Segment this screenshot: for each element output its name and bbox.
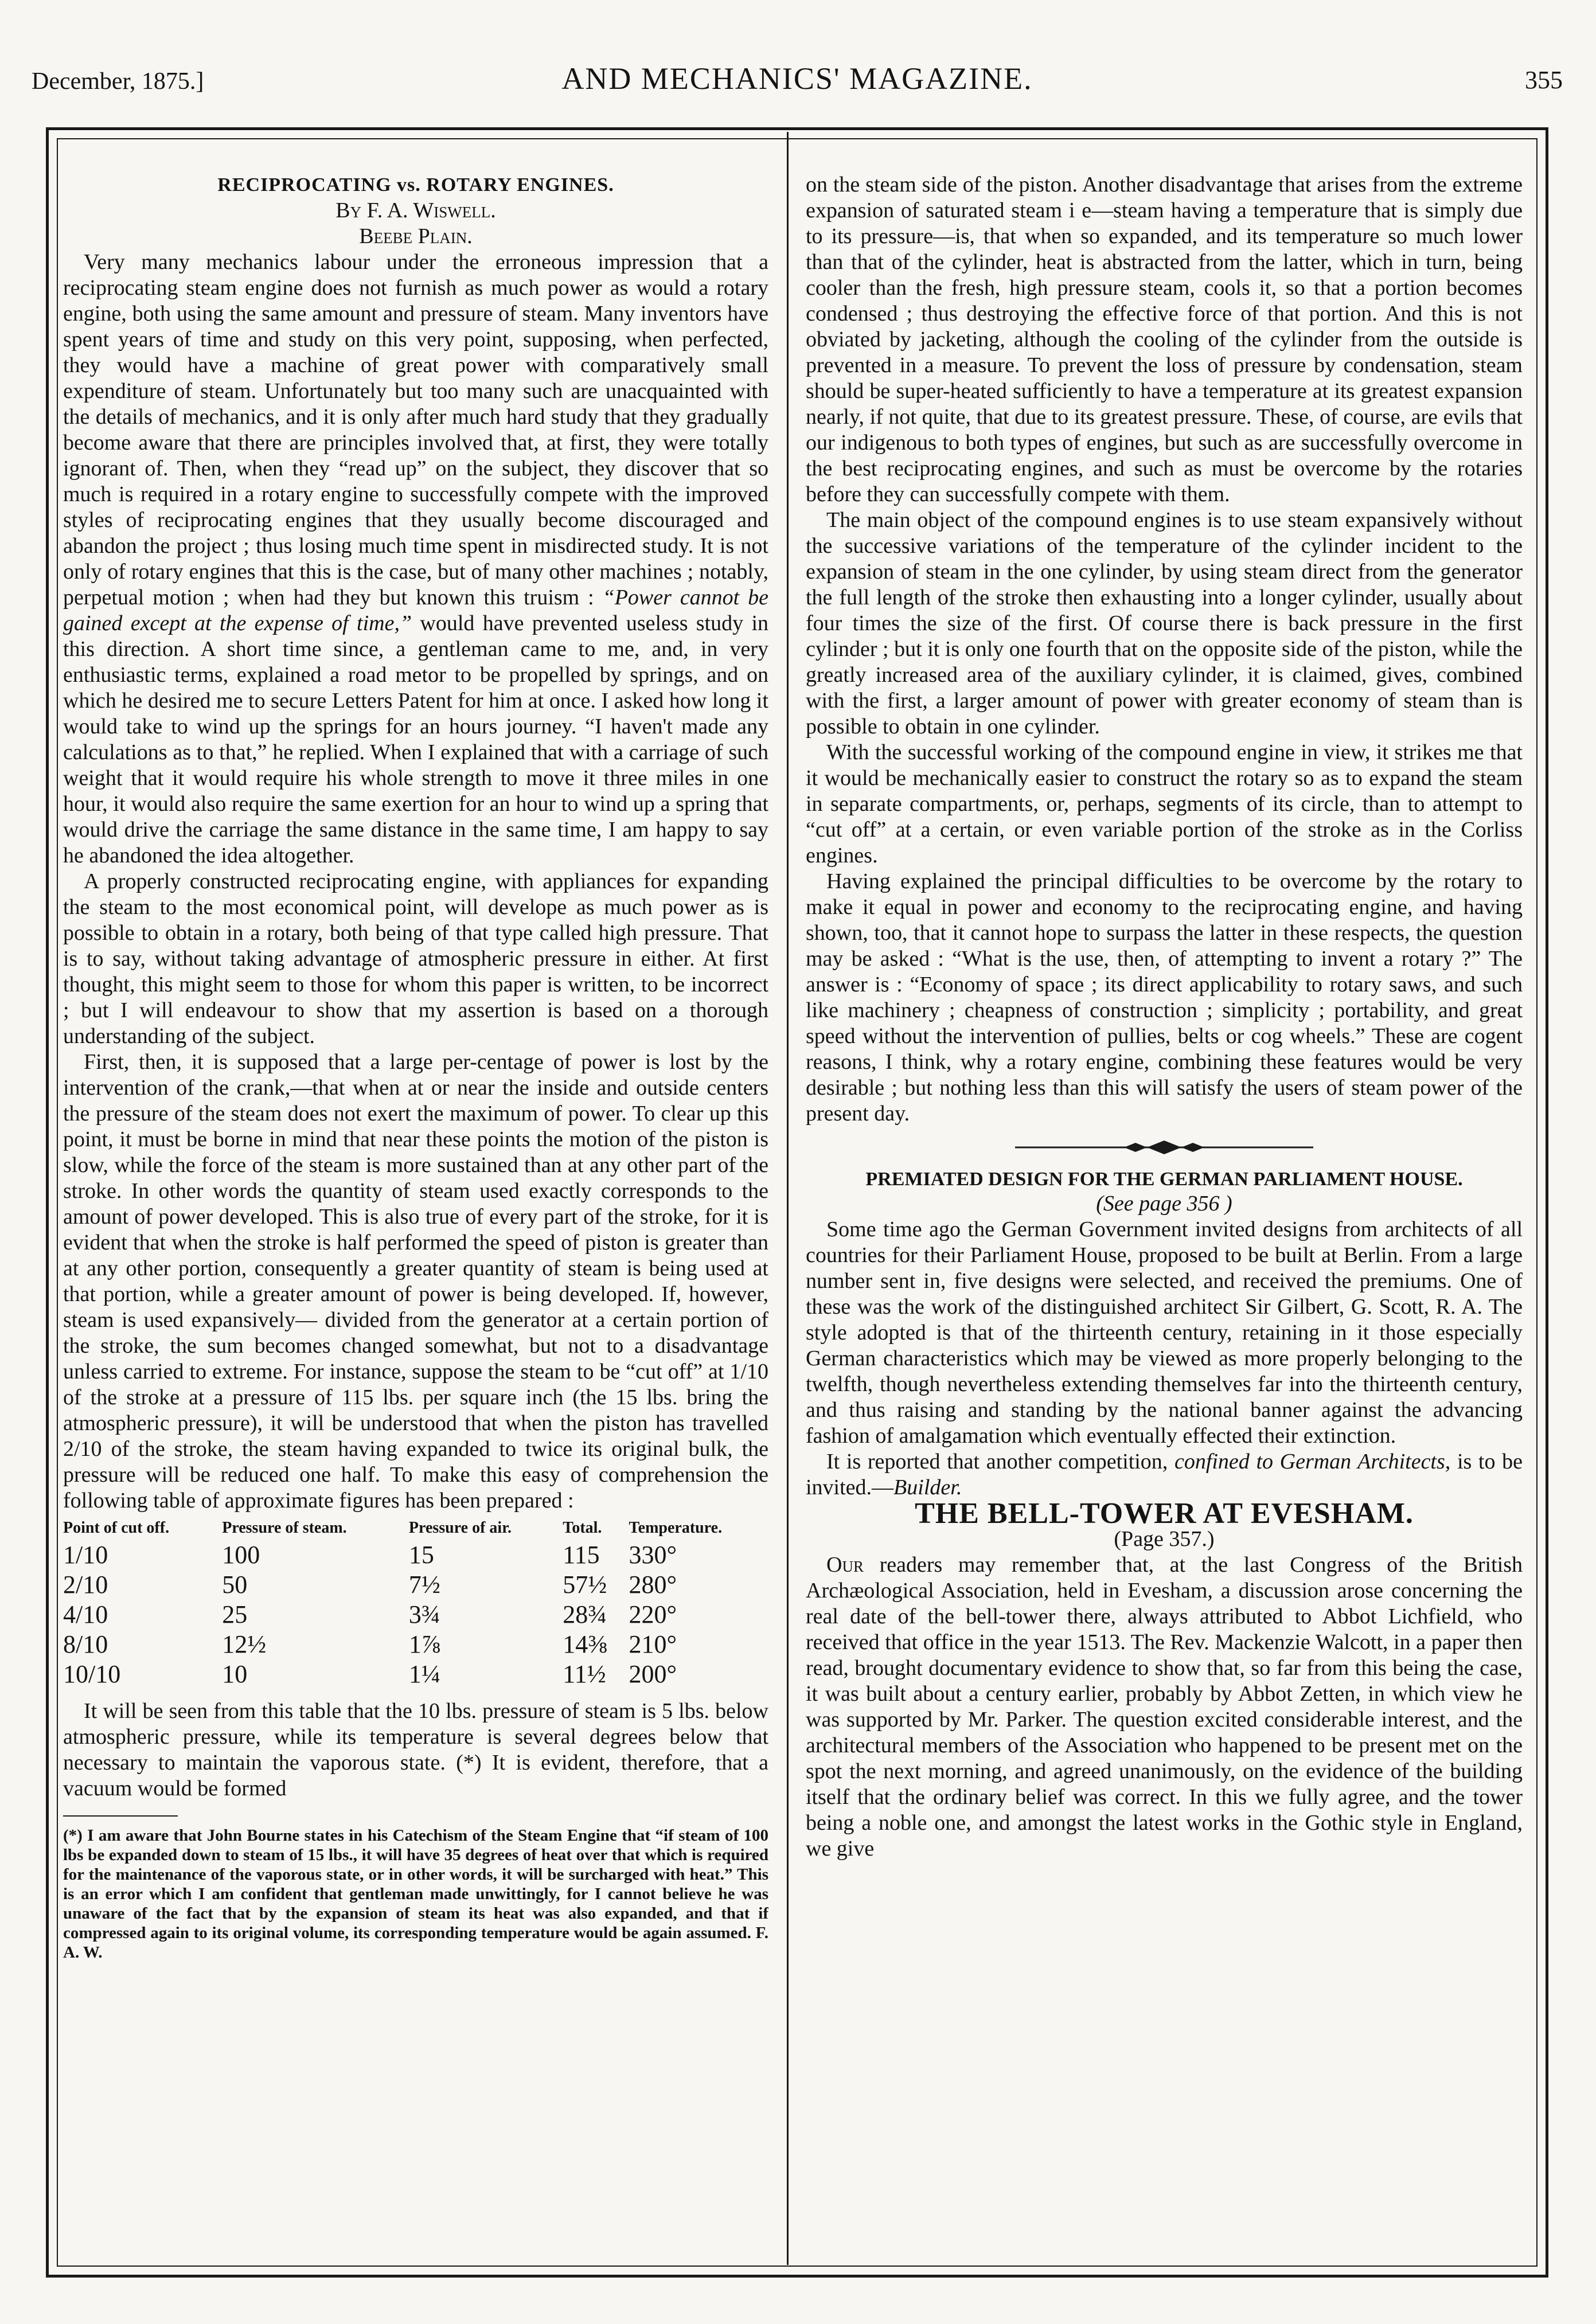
paragraph: With the successful working of the compound engine in view, it strikes me that it would be mechanically easier to construct the rotary so as to expand the steam in separate compartments, or, perhaps, segments of its circle, than to attempt to “cut off” at a certain, or even variable portion of the stroke as in the Corliss engines. — [806, 740, 1523, 868]
steam-table — [63, 1520, 768, 1689]
paragraph: Very many mechanics labour under the erroneous impression that a reciprocating steam engine does not furnish as much power as would a rotary engine, both using the same amount and pressure of steam. Many inventors have spent years of time and study on this very point, supposing, when perfected, they would have a machine of great power with comparatively small expenditure of steam. Unfortunately but too many such are unacquainted with the details of mechanics, and it is only after much hard study that they gradually become aware that there are principles involved that, at first, they were totally ignorant of. Then, when they “read up” on the subject, they discover that so much is required in a rotary engine to successfully compete with the improved styles of reciprocating engines that they usually become discouraged and abandon the project ; thus losing much time spent in misdirected study. It is not only of rotary engines that this is the case, but of many other machines ; notably, perpetual motion ; when had they but known this truism : “Power cannot be gained except at the expense of time,” would have prevented useless study in this direction. A short time since, a gentleman came to me, and, in very enthusiastic terms, explained a road metor to be propelled by springs, and on which he desired me to secure Letters Patent for him at once. I asked how long it would take to wind up the springs for an hours journey. “I haven't made any calculations as to that,” he replied. When I explained that with a carriage of such weight that it would require his whole strength to move it three miles in one hour, it would also require the same exertion for an hour to wind up a spring that would drive the carriage the same distance in the same time, I am happy to say he abandoned the idea altogether. — [63, 250, 768, 868]
right-column — [806, 172, 1523, 2259]
paragraph: A properly constructed reciprocating engine, with appliances for expanding the steam to the most economical point, will develope as much power as is possible to obtain in a rotary, both being of that type called high pressure. That is to say, without taking advantage of atmospheric pressure in either. At first thought, this might seem to those for whom this paper is written, to be incorrect ; but I will endeavour to show that my assertion is based on a thorough understanding of the subject. — [63, 869, 768, 1048]
page-number: 355 — [1525, 66, 1563, 94]
page-header — [32, 50, 1563, 114]
issue-date: December, 1875.] — [32, 68, 204, 95]
article-byline: By F. A. Wiswell. — [335, 198, 496, 222]
footnote: (*) I am aware that John Bourne states in his Catechism of the Steam Engine that “if steam of 100 lbs be expanded down to steam of 15 lbs., it will have 35 degrees of heat over that which is required for the maintenance of the vaporous state, or in other words, it will be surcharged with heat.” This is an error which I am confident that gentleman made unwittingly, for I cannot believe he was unaware of the fact that by the expansion of steam its heat was also expanded, and that if compressed again to its original volume, its corresponding temperature would be again assumed. F. A. W. — [63, 1826, 768, 1962]
column-divider — [787, 132, 789, 2265]
running-title: AND MECHANICS' MAGAZINE. — [561, 61, 1033, 96]
see-page-ref: (See page 356 ) — [1096, 1192, 1232, 1216]
table-row: 2/10 50 7½ 57½ 280° — [63, 1571, 677, 1599]
article-title: RECIPROCATING vs. ROTARY ENGINES. — [217, 174, 614, 196]
left-column — [63, 172, 768, 2064]
section-title: PREMIATED DESIGN FOR THE GERMAN PARLIAMENT HOUSE. — [865, 1169, 1463, 1190]
footnote-rule — [63, 1815, 178, 1817]
emphasis-quote: “Power cannot be gained except at the expense of time,” — [63, 585, 768, 635]
paragraph: Having explained the principal difficulties to be overcome by the rotary to make it equal in power and economy to the reciprocating engine, and having shown, too, that it cannot hope to surpass the latter in these respects, the question may be asked : “What is the use, then, of attempting to invent a rotary ?” The answer is : “Economy of space ; its direct applicability to rotary saws, and such like machinery ; cheapness of construction ; simplicity ; portability, and great speed without the intervention of pullies, belts or cog wheels.” These are cogent reasons, I think, why a rotary engine, combining these features would be very desirable ; but nothing less than this will satisfy the users of steam power of the present day. — [806, 869, 1523, 1126]
lead-word: Our — [826, 1553, 864, 1577]
table-row: 8/10 12½ 1⅞ 14⅜ 210° — [63, 1630, 677, 1658]
table-header: Temperature. — [629, 1519, 723, 1537]
table-header: Pressure of steam. — [222, 1519, 347, 1537]
paragraph: The main object of the compound engines is to use steam expansively without the successive variations of the temperature of the cylinder incident to the expansion of steam in the one cylinder, by using steam direct from the generator the full length of the stroke then exhausting into a longer cylinder, usually about four times the size of the first. Of course there is back pressure in the first cylinder ; but it is only one fourth that on the opposite side of the piston, while the greatly increased area of the auxiliary cylinder, it is claimed, gives, combined with the first, a larger amount of power with greater economy of steam than is possible to obtain in one cylinder. — [806, 508, 1523, 739]
ornament-divider — [1015, 1137, 1313, 1158]
table-row: 1/10 100 15 115 330° — [63, 1541, 677, 1569]
table-header: Point of cut off. — [63, 1519, 170, 1537]
table-header: Pressure of air. — [408, 1519, 512, 1537]
paragraph: Our readers may remember that, at the last Congress of the British Archæological Association, held in Evesham, a discussion arose concerning the real date of the bell-tower there, always attributed to Abbot Lichfield, who received that office in the year 1513. The Rev. Mackenzie Walcott, in a paper then read, brought documentary evidence to show that, so far from this being the case, it was built about a century earlier, probably by Abbot Zetten, in which view he was supported by Mr. Parker. The question excited considerable interest, and the architectural members of the Association who happened to be present met on the spot the next morning, and agreed unanimously, on the evidence of the building itself that the ordinary belief was correct. In this we fully agree, and the tower being a noble one, and amongst the latest works in the Gothic style in England, we give — [806, 1553, 1523, 1861]
page-ref: (Page 357.) — [1114, 1527, 1215, 1551]
table-header: Total. — [563, 1519, 602, 1537]
paragraph: It is reported that another competition, confined to German Architects, is to be invited.—Builder. — [806, 1450, 1523, 1499]
table-row: 10/10 10 1¼ 11½ 200° — [63, 1660, 677, 1688]
paragraph: First, then, it is supposed that a large per-centage of power is lost by the intervention of the crank,—that when at or near the inside and outside centers the pressure of the steam does not exert the maximum of power. To clear up this point, it must be borne in mind that near these points the motion of the piston is slow, while the force of the steam is more sustained than at any other part of the stroke. In other words the quantity of steam used exactly corresponds to the amount of power developed. This is also true of every part of the stroke, for it is evident that when the stroke is half performed the speed of piston is greater than at any other portion, consequently a greater quantity of steam is being used at that portion, while a greater amount of power is being developed. If, however, steam is used expansively— divided from the generator at a certain portion of the stroke, the sum becomes changed somewhat, but not to a disadvantage unless carried to extreme. For instance, suppose the steam to be “cut off” at 1/10 of the stroke at a pressure of 115 lbs. per square inch (the 15 lbs. bring the atmospheric pressure), it will be understood that when the piston has travelled 2/10 of the stroke, the steam having expanded to twice its original bulk, the pressure will be reduced one half. To make this easy of comprehension the following table of approximate figures has been prepared : — [63, 1050, 768, 1513]
paragraph: It will be seen from this table that the 10 lbs. pressure of steam is 5 lbs. below atmospheric pressure, while its temperature is several degrees below that necessary to maintain the vaporous state. (*) It is evident, therefore, that a vacuum would be formed — [63, 1699, 768, 1800]
table-row: 4/10 25 3¾ 28¾ 220° — [63, 1600, 677, 1628]
paragraph: on the steam side of the piston. Another disadvantage that arises from the extreme expansion of saturated steam i e—steam having a temperature that is simply due to its pressure—is, that when so expanded, and its temperature so much lower than that of the cylinder, heat is abstracted from the latter, which in turn, being cooler than the fresh, high pressure steam, cools it, so that a portion becomes condensed ; thus destroying the effective force of that portion. And this is not obviated by jacketing, although the cooling of the cylinder from the outside is prevented in a measure. To prevent the loss of pressure by condensation, steam should be super-heated sufficiently to have a temperature at its greatest expansion nearly, if not quite, that due to its greatest pressure. These, of course, are evils that our indigenous to both types of engines, but such as are successfully overcome in the best reciprocating engines, and such as must be overcome by the rotaries before they can successfully compete with them. — [806, 173, 1523, 506]
section-title: THE BELL-TOWER AT EVESHAM. — [915, 1497, 1414, 1530]
article-place: Beebe Plain. — [359, 224, 473, 248]
paragraph: Some time ago the German Government invited designs from architects of all countries for their Parliament House, proposed to be built at Berlin. From a large number sent in, five designs were selected, and received the premiums. One of these was the work of the distinguished architect Sir Gilbert, G. Scott, R. A. The style adopted is that of the thirteenth century, retaining in it those especially German characteristics which may be viewed as more properly belonging to the twelfth, though nevertheless extending themselves far into the thirteenth century, and thus raising and standing by the national banner against the advancing fashion of amalgamation which eventually effected their extinction. — [806, 1217, 1523, 1448]
